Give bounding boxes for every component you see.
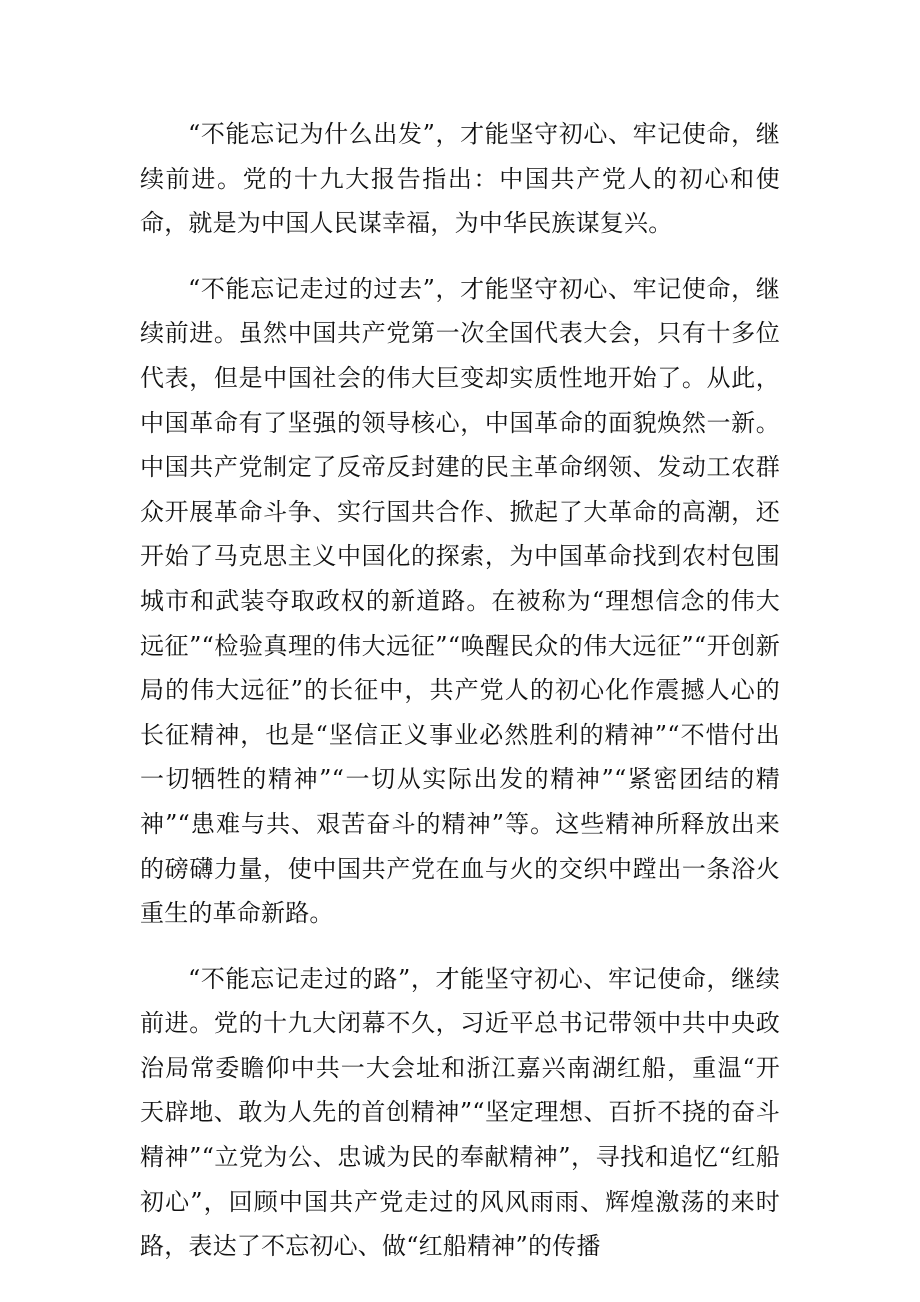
- paragraph-1: “不能忘记为什么出发”，才能坚守初心、牢记使命，继续前进。党的十九大报告指出：中国共产党人的初心和使命，就是为中国人民谋幸福，为中华民族谋复兴。: [140, 120, 780, 238]
- paragraph-3: “不能忘记走过的路”，才能坚守初心、牢记使命，继续前进。党的十九大闭幕不久，习近平总书记带领中共中央政治局常委瞻仰中共一大会址和浙江嘉兴南湖红船，重温“开天辟地、敢为人先的首创精神”“坚定理想、百折不挠的奋斗精神”“立党为公、忠诚为民的奉献精神”，寻找和追忆“红船初心”，回顾中国共产党走过的风风雨雨、辉煌激荡的来时路，表达了不忘初心、做“红船精神”的传播: [140, 964, 780, 1261]
- document-body: [140, 112, 780, 1290]
- paragraph-2: “不能忘记走过的过去”，才能坚守初心、牢记使命，继续前进。虽然中国共产党第一次全国代表大会，只有十多位代表，但是中国社会的伟大巨变却实质性地开始了。从此，中国革命有了坚强的领导核心，中国革命的面貌焕然一新。中国共产党制定了反帝反封建的民主革命纲领、发动工农群众开展革命斗争、实行国共合作、掀起了大革命的高潮，还开始了马克思主义中国化的探索，为中国革命找到农村包围城市和武装夺取政权的新道路。在被称为“理想信念的伟大远征”“检验真理的伟大远征”“唤醒民众的伟大远征”“开创新局的伟大远征”的长征中，共产党人的初心化作震撼人心的长征精神，也是“坚信正义事业必然胜利的精神”“不惜付出一切牺牲的精神”“一切从实际出发的精神”“紧密团结的精神”“患难与共、艰苦奋斗的精神”等。这些精神所释放出来的磅礴力量，使中国共产党在血与火的交织中蹚出一条浴火重生的革命新路。: [140, 274, 780, 928]
